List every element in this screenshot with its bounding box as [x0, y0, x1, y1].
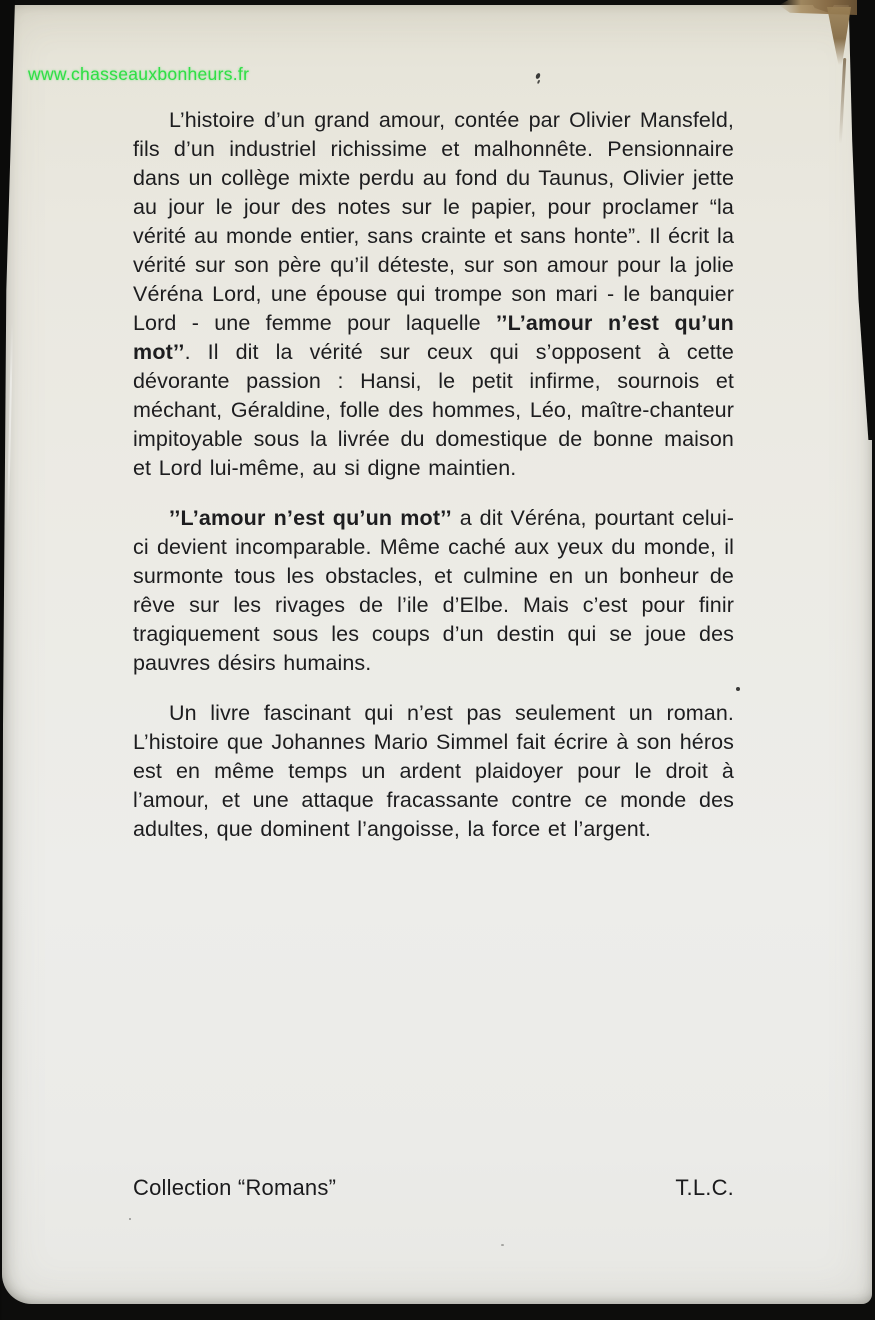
- paper-speck: [501, 1244, 504, 1246]
- paragraph-1-text-cont: . Il dit la vérité sur ceux qui s’opposent à cette dévorante passion : Hansi, le petit infirme, sournois et méchant, Géraldine, folle des hommes, Léo, maître-chanteur impitoyable sous la livrée du domestique de bonne maison et Lord lui-même, au si digne maintien.: [133, 340, 734, 480]
- paragraph-1-text: L’histoire d’un grand amour, contée par Olivier Mansfeld, fils d’un industriel richissime et malhonnête. Pensionnaire dans un collège mixte perdu au fond du Taunus, Olivier jette au jour le jour des notes sur le papier, pour proclamer “la vérité au monde entier, sans crainte et sans honte”. Il écrit la vérité sur son père qu’il déteste, sur son amour pour la jolie Véréna Lord, une épouse qui trompe son mari - le banquier Lord - une femme pour laquelle: [133, 108, 734, 335]
- paper-speck: [129, 1218, 131, 1220]
- book-title-inline: ’’L’amour n’est qu’un mot’’: [169, 506, 452, 530]
- cover-crease-mark: [7, 323, 13, 528]
- paper-speck: [736, 687, 740, 691]
- footer-line: [133, 1175, 734, 1201]
- paragraph-2-text: a dit Véréna, pourtant celui-ci devient incomparable. Même caché aux yeux du monde, il surmonte tous les obstacles, et culmine en un bonheur de rêve sur les rivages de l’ile d’Elbe. Mais c’est pour finir tragiquement sous les coups d’un destin qui se joue des pauvres désirs humains.: [133, 506, 734, 675]
- paragraph-synopsis-2: [133, 504, 734, 678]
- publisher-initials: T.L.C.: [675, 1175, 734, 1200]
- collection-label: Collection “Romans”: [133, 1175, 337, 1200]
- book-back-cover: [2, 5, 872, 1304]
- paragraph-3-text: Un livre fascinant qui n’est pas seulement un roman. L’histoire que Johannes Mario Simmel fait écrire à son héros est en même temps un ardent plaidoyer pour le droit à l’amour, et une attaque fracassante contre ce monde des adultes, que dominent l’angoisse, la force et l’argent.: [133, 701, 734, 841]
- blurb-text: [133, 106, 734, 865]
- seller-watermark-url: www.chasseauxbonheurs.fr: [28, 64, 250, 84]
- book-title-inline: ’’L’amour n’est qu’un mot’’: [133, 311, 735, 364]
- paper-speck: [535, 72, 541, 79]
- paragraph-synopsis-1: [133, 106, 734, 483]
- paragraph-review: [133, 699, 734, 844]
